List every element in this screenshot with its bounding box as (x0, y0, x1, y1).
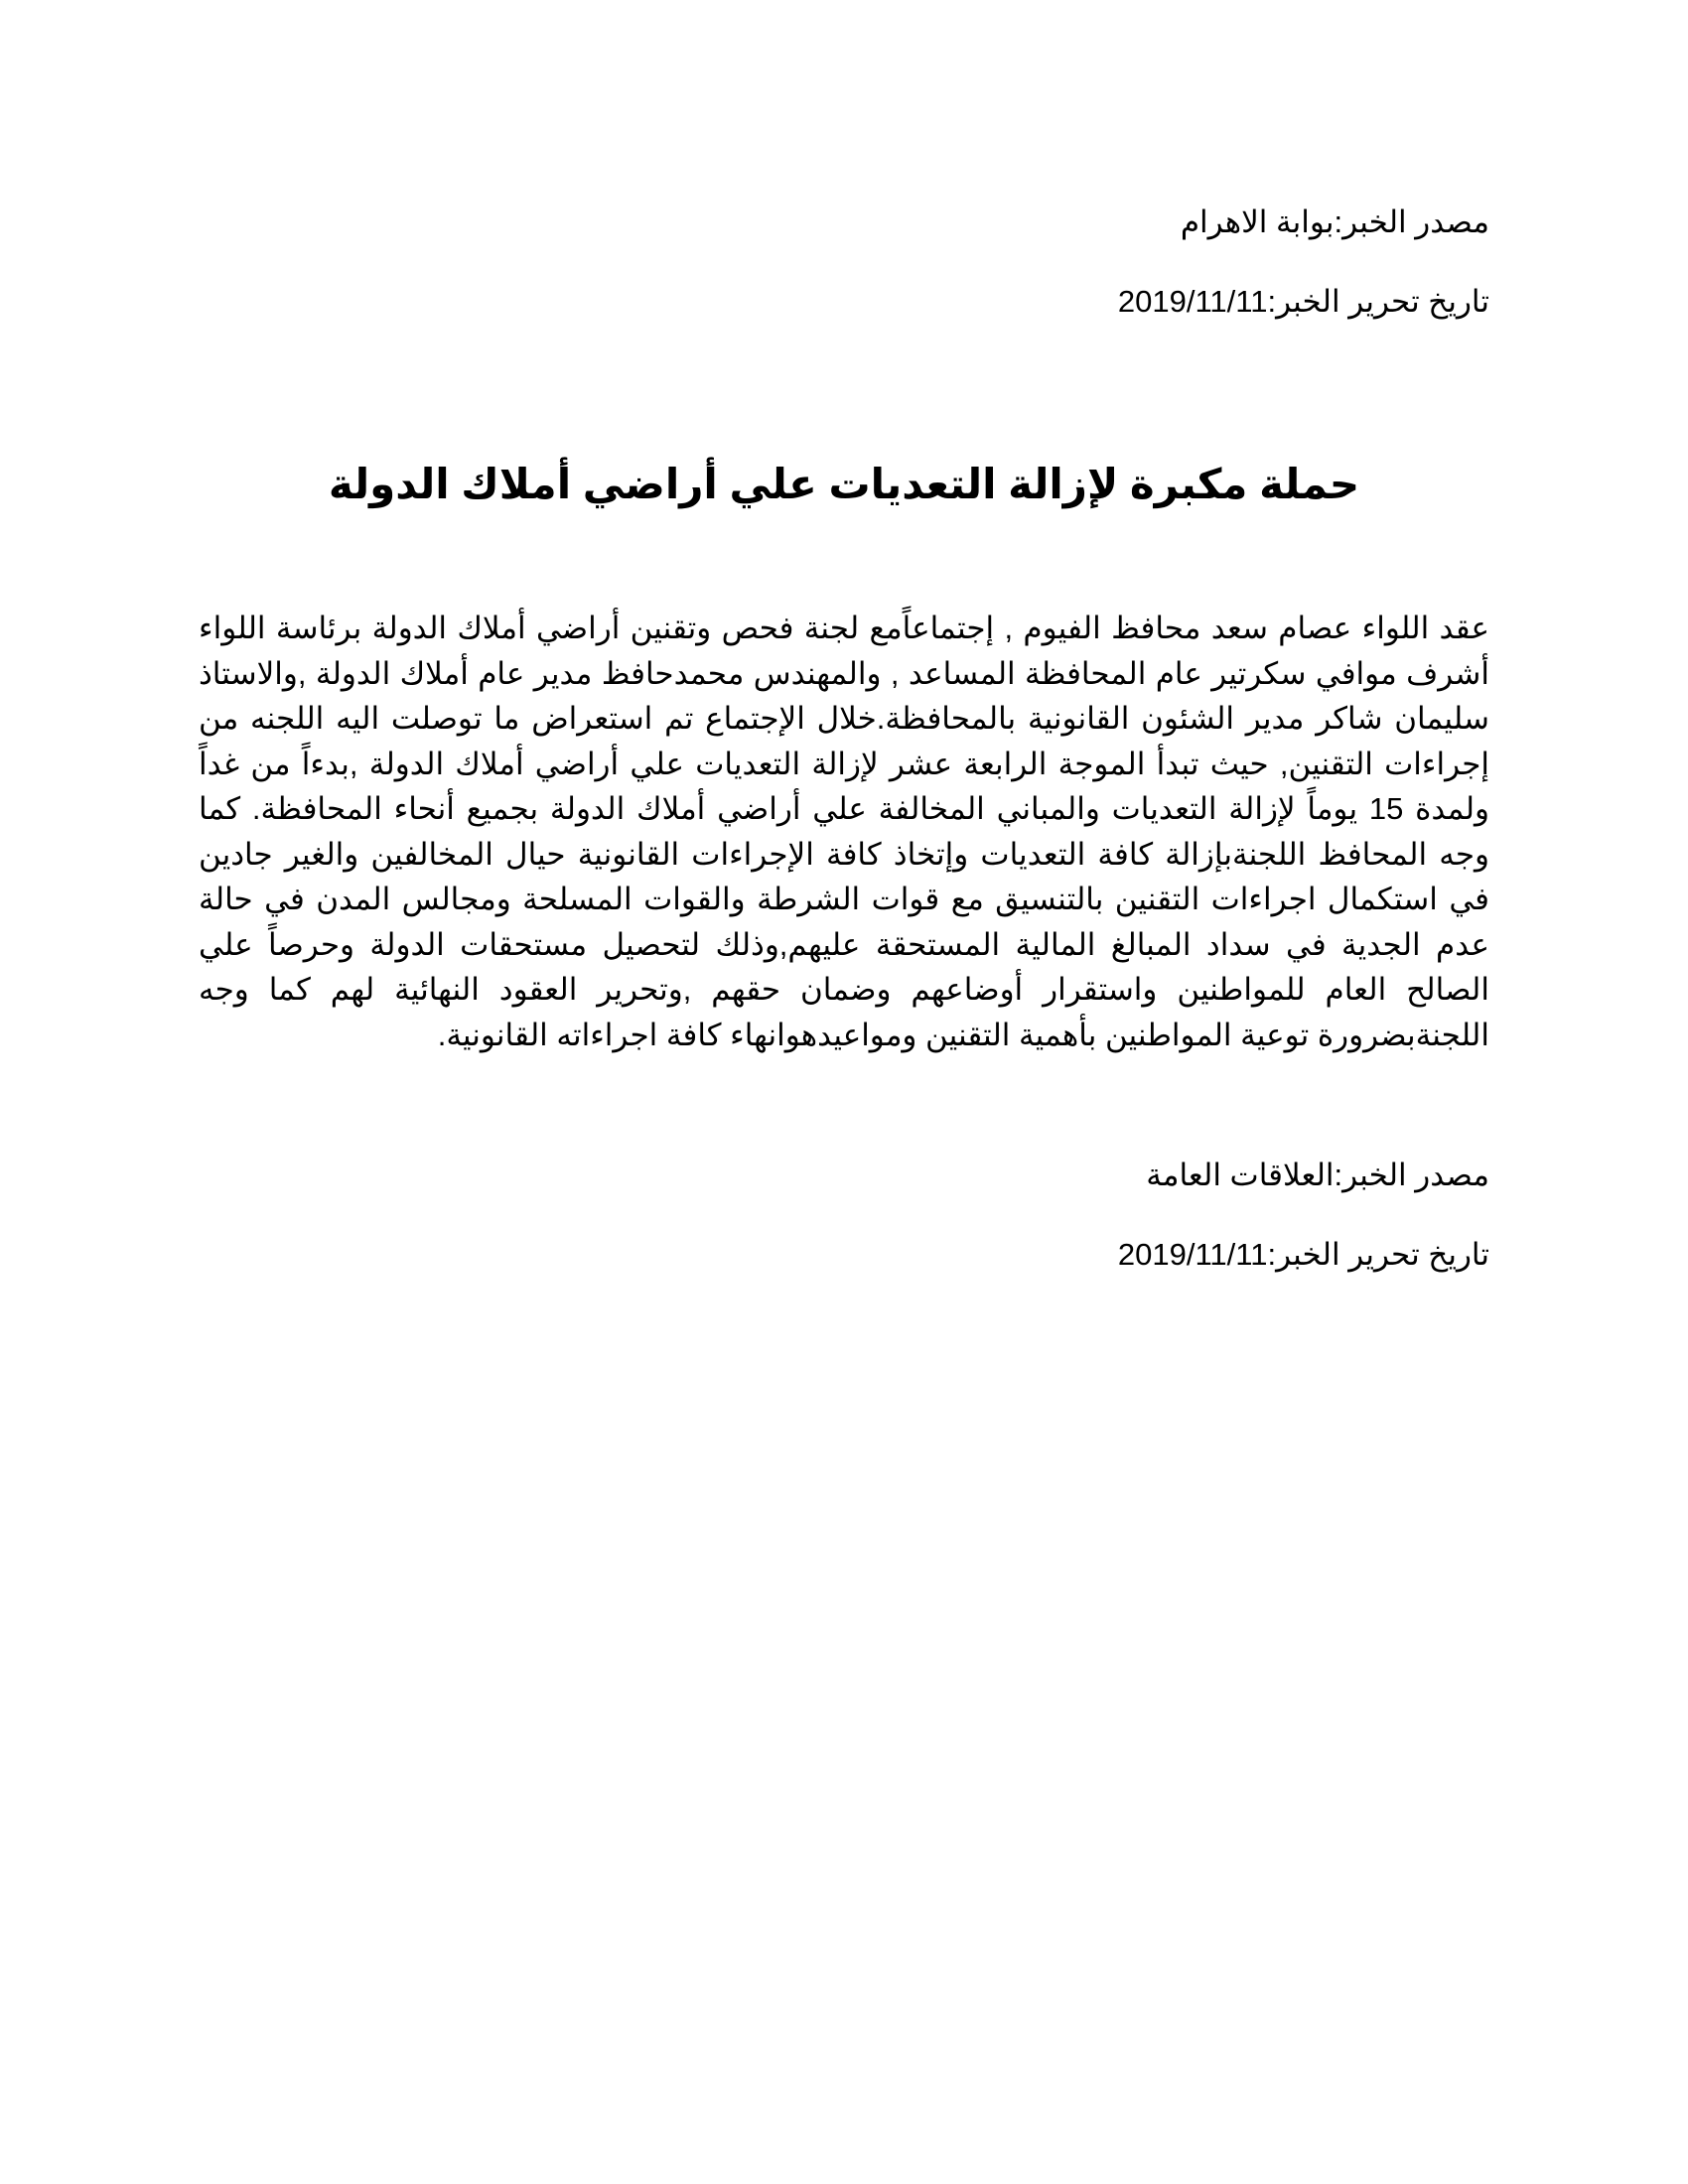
footer-date-line: تاريخ تحرير الخبر:2019/11/11 (1117, 1237, 1489, 1272)
article-body: عقد اللواء عصام سعد محافظ الفيوم , إجتماعاًمع لجنة فحص وتقنين أراضي أملاك الدولة برئاسة اللواء أشرف موافي سكرتير عام المحافظة المساعد , والمهندس محمدحافظ مدير عام أملاك الدولة ,والاستاذ سليمان شاكر مدير الشئون القانونية بالمحافظة.خلال الإجتماع تم استعراض ما توصلت اليه اللجنه من إجراءات التقنين, حيث تبدأ الموجة الرابعة عشر لإزالة التعديات علي أراضي أملاك الدولة ,بدءاً من غداً ولمدة 15 يوماً لإزالة التعديات والمباني المخالفة علي أراضي أملاك الدولة بجميع أنحاء المحافظة. كما وجه المحافظ اللجنةبإزالة كافة التعديات وإتخاذ كافة الإجراءات القانونية حيال المخالفين والغير جادين في استكمال اجراءات التقنين بالتنسيق مع قوات الشرطة والقوات المسلحة ومجالس المدن في حالة عدم الجدية في سداد المبالغ المالية المستحقة عليهم,وذلك لتحصيل مستحقات الدولة وحرصاً علي الصالح العام للمواطنين واستقرار أوضاعهم وضمان حقهم ,وتحرير العقود النهائية لهم كما وجه اللجنةبضرورة توعية المواطنين بأهمية التقنين ومواعيدهوانهاء كافة اجراءاته القانونية. (199, 611, 1489, 1052)
footer-source-line: مصدر الخبر:العلاقات العامة (1146, 1158, 1489, 1192)
document-page (199, 0, 1489, 2184)
article-title: حملة مكبرة لإزالة التعديات علي أراضي أملاك الدولة (328, 461, 1360, 508)
news-source-line: مصدر الخبر:بوابة الاهرام (1180, 205, 1489, 239)
news-date-line: تاريخ تحرير الخبر:2019/11/11 (1117, 284, 1489, 319)
